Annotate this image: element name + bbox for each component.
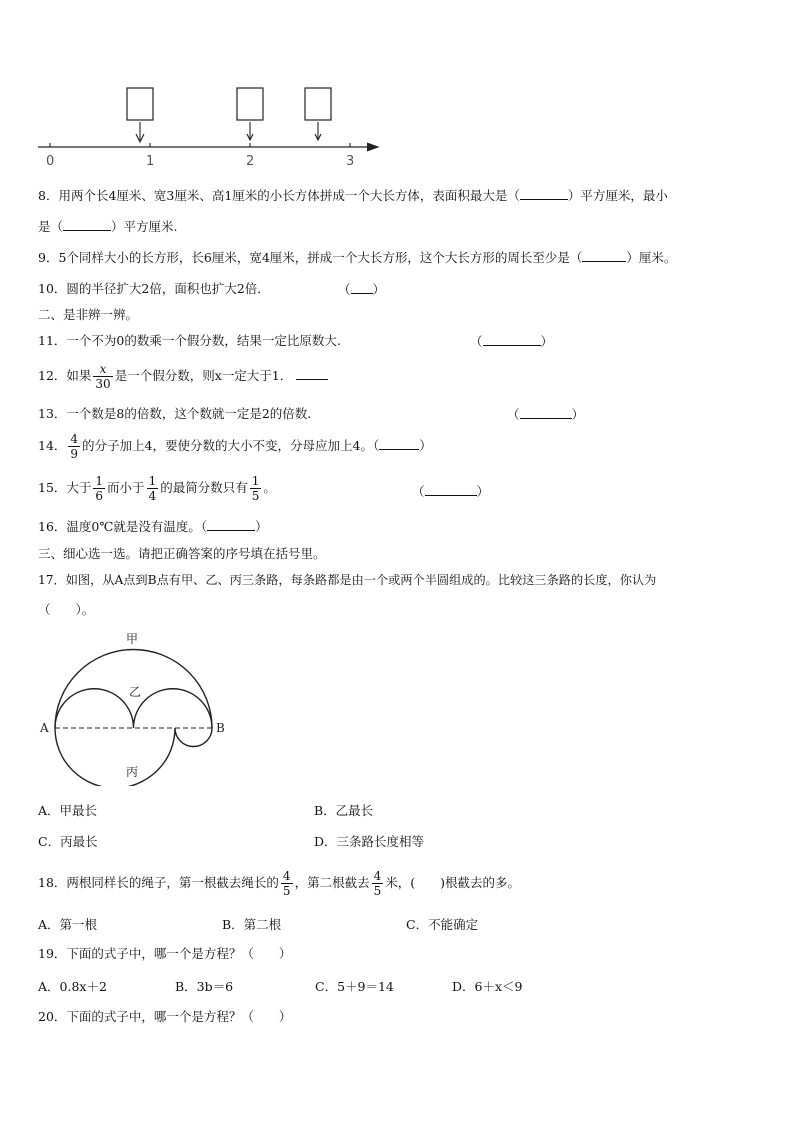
q15-text-a: 15．大于	[38, 480, 92, 495]
q15-fraction-1	[93, 474, 105, 503]
question-20: 20．下面的式子中，哪一个是方程？（ ）	[38, 1009, 292, 1024]
q15-f1-den: 6	[95, 489, 104, 503]
q14-paren-close: ）	[419, 438, 432, 453]
question-8-line-1	[38, 187, 668, 205]
answer-box-2	[237, 88, 263, 120]
q18-f1-num: 4	[282, 869, 291, 883]
label-yi: 乙	[129, 685, 142, 699]
q12-blank[interactable]	[296, 367, 328, 380]
q15-answer-paren[interactable]	[412, 482, 489, 500]
question-19: 19．下面的式子中，哪一个是方程？（ ）	[38, 946, 292, 961]
tick-label-3: 3	[346, 154, 355, 169]
question-13	[38, 405, 311, 423]
q17-paths-figure	[34, 626, 234, 786]
question-18	[38, 869, 520, 898]
q13-text: 13．一个数是8的倍数，这个数就一定是2的倍数.	[38, 406, 312, 421]
label-b: B	[216, 721, 225, 735]
question-17-line-2: （ ）。	[38, 602, 95, 617]
q18-fraction-2	[372, 869, 384, 898]
tick-label-1: 1	[146, 154, 155, 169]
q14-blank[interactable]	[379, 437, 419, 450]
q12-frac-num: x	[93, 362, 112, 377]
question-16	[38, 518, 268, 536]
q15-fraction-3	[250, 474, 262, 503]
q15-text-c: 的最简分数只有	[160, 480, 248, 495]
q18-text-c: 米，( )根截去的多。	[385, 875, 520, 890]
question-14	[38, 432, 432, 461]
q18-option-b[interactable]: B．第二根	[222, 917, 282, 932]
q18-option-c[interactable]: C．不能确定	[406, 917, 479, 932]
number-line-figure	[30, 80, 390, 172]
question-15	[38, 474, 276, 503]
q15-f3-num: 1	[251, 474, 260, 488]
q11-paren-close: ）	[540, 334, 554, 349]
q19-option-d[interactable]: D．6＋x＜9	[452, 979, 523, 994]
q11-paren-open: （	[470, 334, 483, 349]
q10-paren-close: ）	[372, 282, 386, 297]
question-12	[38, 362, 328, 391]
q10-paren-open: （	[338, 282, 351, 297]
q16-blank[interactable]	[207, 518, 255, 531]
q11-answer-paren[interactable]	[470, 332, 553, 350]
q13-blank[interactable]	[520, 406, 572, 419]
q18-fraction-1	[281, 869, 293, 898]
q16-paren-close: ）	[255, 519, 268, 534]
q10-text: 10．圆的半径扩大2倍，面积也扩大2倍．	[38, 281, 270, 296]
q8-text-c: 是（	[38, 219, 64, 234]
question-8-line-2	[38, 218, 178, 236]
q12-frac-den: 30	[95, 377, 111, 391]
q8-blank-2[interactable]	[63, 218, 111, 231]
q16-text: 16．温度0℃就是没有温度。（	[38, 519, 208, 534]
q17-option-d[interactable]: D．三条路长度相等	[314, 834, 425, 849]
q18-text-b: ，第二根截去	[294, 875, 370, 890]
q12-text-a: 12．如果	[38, 368, 92, 383]
q10-answer-paren[interactable]	[338, 280, 385, 298]
q19-option-b[interactable]: B．3b＝6	[175, 979, 234, 994]
q14-text-a: 14．	[38, 438, 67, 453]
q10-blank[interactable]	[351, 281, 373, 294]
q17-option-a[interactable]: A．甲最长	[38, 803, 98, 818]
question-10	[38, 280, 270, 298]
q15-blank[interactable]	[425, 483, 477, 496]
label-a: A	[40, 721, 49, 735]
q8-text-d: ）平方厘米.	[111, 219, 178, 234]
q17-option-b[interactable]: B．乙最长	[314, 803, 374, 818]
q11-blank[interactable]	[483, 333, 541, 346]
q8-blank-1[interactable]	[520, 187, 568, 200]
q15-f3-den: 5	[251, 489, 260, 503]
question-11	[38, 332, 341, 350]
q15-f2-den: 4	[148, 489, 157, 503]
q18-f2-num: 4	[373, 869, 382, 883]
q15-text-d: 。	[263, 480, 276, 495]
q19-option-c[interactable]: C．5＋9＝14	[315, 979, 394, 994]
section-3-heading: 三、细心选一选。请把正确答案的序号填在括号里。	[38, 546, 326, 561]
q14-text-b: 的分子加上4，要使分数的大小不变，分母应加上4。（	[82, 438, 380, 453]
q18-f2-den: 5	[373, 884, 382, 898]
q11-text: 11．一个不为0的数乘一个假分数，结果一定比原数大.	[38, 333, 341, 348]
q15-fraction-2	[147, 474, 159, 503]
tick-label-2: 2	[246, 154, 255, 169]
q9-text-b: ）厘米。	[626, 250, 677, 265]
label-jia: 甲	[126, 632, 139, 646]
q8-text-a: 8．用两个长4厘米、宽3厘米、高1厘米的小长方体拼成一个大长方体，表面积最大是（	[38, 188, 520, 203]
q15-text-b: 而小于	[107, 480, 145, 495]
q13-paren-close: ）	[571, 407, 585, 422]
question-9	[38, 249, 676, 267]
q13-answer-paren[interactable]	[507, 405, 584, 423]
q15-f1-num: 1	[95, 474, 104, 488]
label-bing: 丙	[126, 765, 139, 779]
q8-text-b: ）平方厘米，最小	[567, 188, 668, 203]
q12-text-b: 是一个假分数，则x一定大于1．	[114, 368, 293, 383]
q18-f1-den: 5	[282, 884, 291, 898]
q18-text-a: 18．两根同样长的绳子，第一根截去绳长的	[38, 875, 279, 890]
q14-frac-num: 4	[70, 432, 79, 446]
q15-f2-num: 1	[148, 474, 157, 488]
q12-fraction	[93, 362, 112, 391]
question-17-line-1: 17．如图，从A点到B点有甲、乙、丙三条路，每条路都是由一个或两个半圆组成的。比较这三条路的长度，你认为	[38, 573, 657, 587]
q15-paren-open: （	[412, 484, 425, 499]
q13-paren-open: （	[507, 407, 520, 422]
q14-fraction	[68, 432, 80, 461]
answer-box-3	[305, 88, 331, 120]
q19-option-a[interactable]: A．0.8x＋2	[38, 979, 107, 994]
q18-option-a[interactable]: A．第一根	[38, 917, 98, 932]
q15-paren-close: ）	[476, 484, 490, 499]
answer-box-1	[127, 88, 153, 120]
q9-text-a: 9．5个同样大小的长方形，长6厘米，宽4厘米，拼成一个大长方形，这个大长方形的周长至少是（	[38, 250, 583, 265]
q17-option-c[interactable]: C．丙最长	[38, 834, 98, 849]
q14-frac-den: 9	[70, 447, 79, 461]
q9-blank[interactable]	[582, 249, 626, 262]
section-2-heading: 二、是非辨一辨。	[38, 307, 139, 322]
tick-label-0: 0	[46, 154, 55, 169]
